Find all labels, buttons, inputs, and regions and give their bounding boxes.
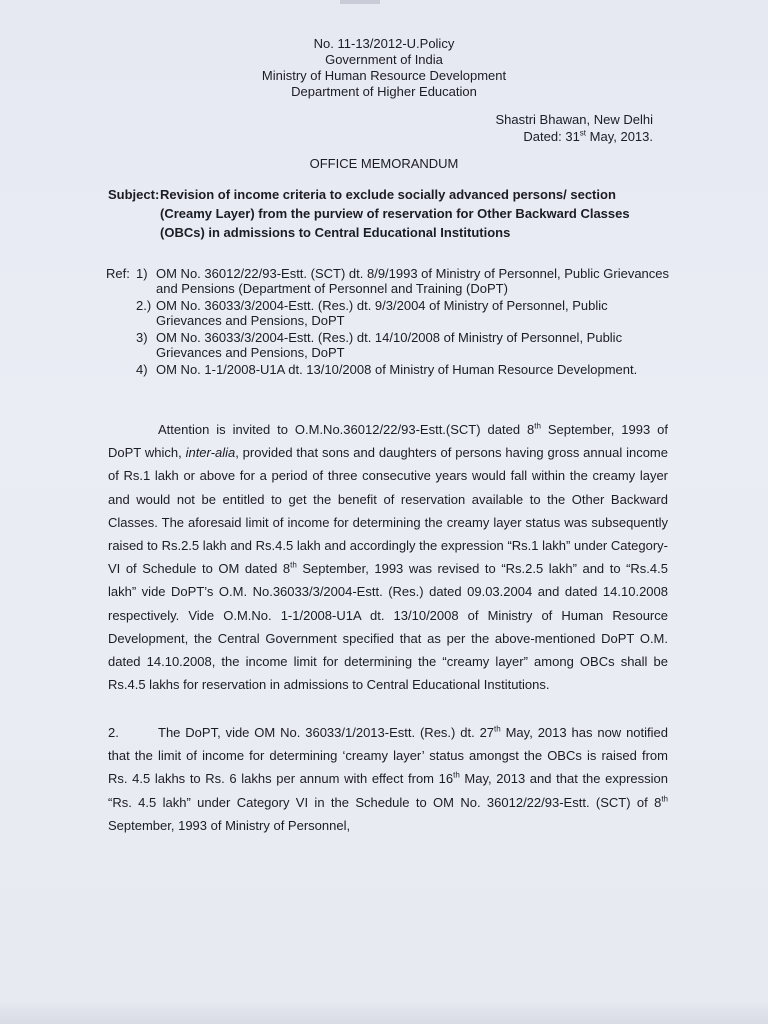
department-line: Department of Higher Education [291,84,477,99]
government-line: Government of India [325,52,443,67]
subject-text: Revision of income criteria to exclude socially advanced persons/ section (Creamy Layer) from the purview of reservation for Other Backward Classes (OBCs) in admissions to Central Educational Institutions [160,187,630,240]
place-line: Shastri Bhawan, New Delhi [495,112,653,127]
references-label: Ref: [106,266,130,281]
date-line: Dated: 31st May, 2013. [523,128,653,144]
paragraph-2: 2. The DoPT, vide OM No. 36033/1/2013-Estt. (Res.) dt. 27th May, 2013 has now notified that the limit of income for determining ‘creamy layer’ status amongst the OBCs is raised from Rs. 4.5 lakhs to Rs. 6 lakhs per annum with effect from 16th May, 2013 and that the expression “Rs. 4.5 lakh” under Category VI in the Schedule to OM No. 36012/22/93-Estt. (SCT) of 8th September, 1993 of Ministry of Personnel, [108,721,668,837]
paragraph-1: Attention is invited to O.M.No.36012/22/93-Estt.(SCT) dated 8th September, 1993 of DoPT which, inter-alia, provided that sons and daughters of persons having gross annual income of Rs.1 lakh or above for a period of three consecutive years would fall within the creamy layer and would not be entitled to get the benefit of reservation available to the Other Backward Classes. The aforesaid limit of income for determining the creamy layer status was subsequently raised to Rs.2.5 lakh and Rs.4.5 lakh and accordingly the expression “Rs.1 lakh” under Category-VI of Schedule to OM dated 8th September, 1993 was revised to “Rs.2.5 lakh” and to “Rs.4.5 lakh” vide DoPT’s O.M. No.36033/3/2004-Estt. (Res.) dated 09.03.2004 and dated 14.10.2008 respectively. Vide O.M.No. 1-1/2008-U1A dt. 13/10/2008 of Ministry of Human Resource Development, the Central Government specified that as per the above-mentioned DoPT O.M. dated 14.10.2008, the income limit for determining the “creamy layer” among OBCs shall be Rs.4.5 lakhs for reservation in admissions to Central Educational Institutions. [108,421,668,693]
subject-label: Subject: [108,187,160,202]
references-list [106,266,672,379]
file-number: No. 11-13/2012-U.Policy [313,36,455,51]
subject-block [108,185,668,242]
memo-title: OFFICE MEMORANDUM [309,156,459,171]
ministry-line: Ministry of Human Resource Development [261,68,507,83]
reference-item: 3) OM No. 36033/3/2004-Estt. (Res.) dt. 14/10/2008 of Ministry of Personnel, Public Grievances and Pensions, DoPT [136,330,623,360]
reference-item: 2.) OM No. 36033/3/2004-Estt. (Res.) dt. 9/3/2004 of Ministry of Personnel, Public Grievances and Pensions, DoPT [136,298,608,328]
paragraph-number: 2. [108,725,119,740]
scan-mark [340,0,380,4]
reference-item: Ref: 1) OM No. 36012/22/93-Estt. (SCT) dt. 8/9/1993 of Ministry of Personnel, Public Grievances and Pensions (Department of Personnel and Training (DoPT) [106,266,670,296]
reference-item: 4) OM No. 1-1/2008-U1A dt. 13/10/2008 of Ministry of Human Resource Development. [136,362,638,377]
page-bottom-edge [0,1000,768,1024]
